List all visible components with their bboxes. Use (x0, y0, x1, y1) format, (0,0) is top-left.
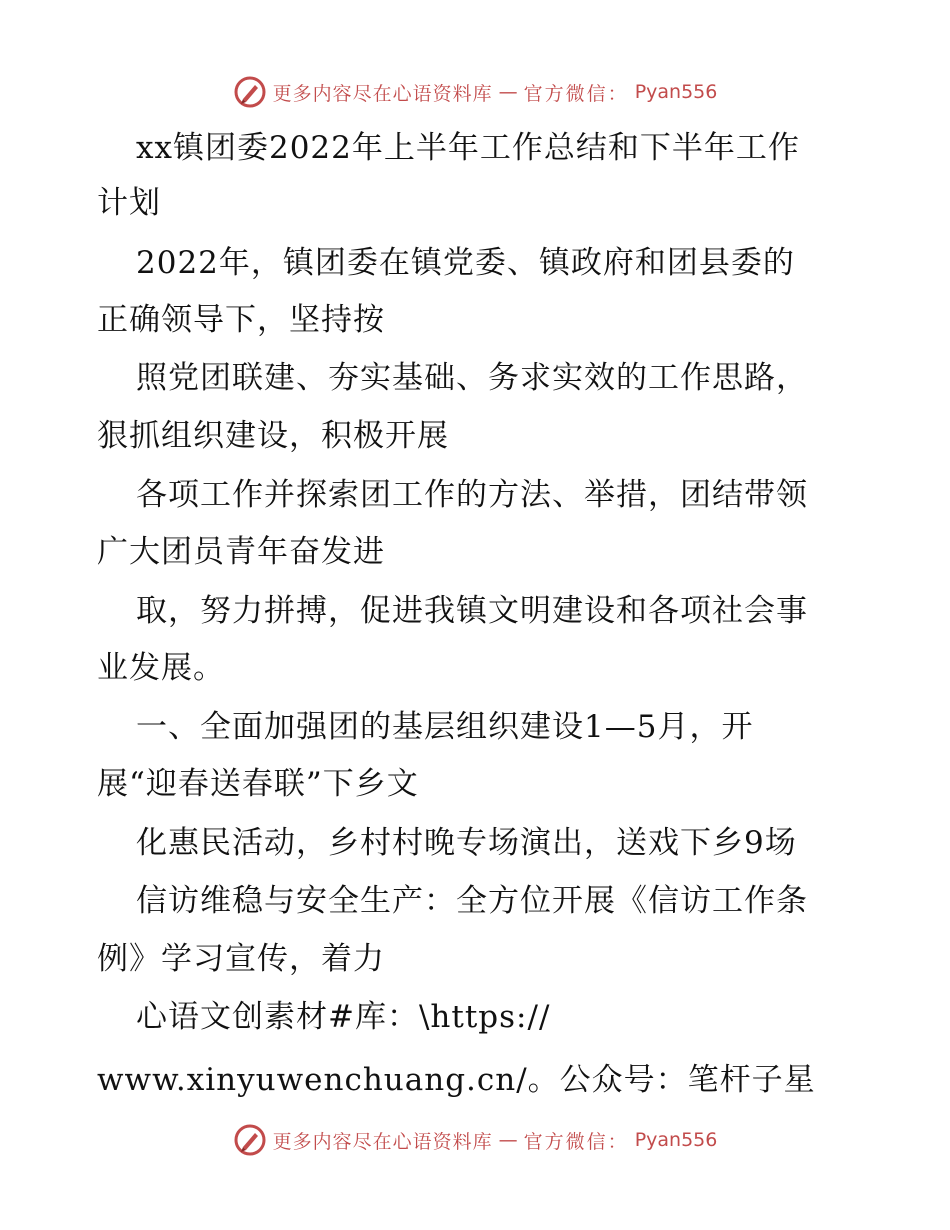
paragraph-line: 照党团联建、夯实基础、务求实效的工作思路， (136, 360, 808, 396)
paragraph-line: 广大团员青年奋发进 (97, 534, 385, 570)
paragraph-line: 信访维稳与安全生产：全方位开展《信访工作条 (136, 883, 808, 919)
banner-wechat-label: 官方微信： (523, 82, 629, 105)
paragraph-line: 化惠民活动，乡村村晚专场演出，送戏下乡9场 (136, 825, 797, 861)
banner-wechat-id: Pyan556 (634, 1129, 718, 1151)
pen-circle-logo-icon (233, 1123, 267, 1157)
paragraph-line: 心语文创素材#库：\https:// (136, 999, 551, 1035)
paragraph-line: 例》学习宣传，着力 (97, 941, 385, 977)
paragraph-line: 展“迎春送春联”下乡文 (97, 766, 419, 802)
paragraph-line: 取，努力拼搏，促进我镇文明建设和各项社会事 (136, 593, 808, 629)
banner-brand-text: 更多内容尽在心语资料库 (272, 82, 493, 105)
pen-circle-logo-icon (233, 75, 267, 109)
footer-banner (0, 1120, 950, 1160)
banner-brand-text: 更多内容尽在心语资料库 (272, 1130, 493, 1153)
banner-dash: — (498, 81, 518, 103)
section-heading-line: 一、全面加强团的基层组织建设1—5月，开 (136, 709, 754, 745)
banner-wechat-label: 官方微信： (523, 1130, 629, 1153)
paragraph-line: 业发展。 (97, 650, 225, 686)
paragraph-line: 正确领导下，坚持按 (97, 302, 385, 338)
paragraph-line: www.xinyuwenchuang.cn/。公众号：笔杆子星 (97, 1062, 816, 1098)
header-banner (0, 72, 950, 112)
banner-dash: — (498, 1129, 518, 1151)
title-line-2: 计划 (97, 185, 161, 221)
paragraph-line: 2022年，镇团委在镇党委、镇政府和团县委的 (136, 245, 795, 281)
banner-wechat-id: Pyan556 (634, 81, 718, 103)
title-line-1: xx镇团委2022年上半年工作总结和下半年工作 (136, 130, 800, 166)
paragraph-line: 各项工作并探索团工作的方法、举措，团结带领 (136, 477, 808, 513)
paragraph-line: 狠抓组织建设，积极开展 (97, 418, 449, 454)
